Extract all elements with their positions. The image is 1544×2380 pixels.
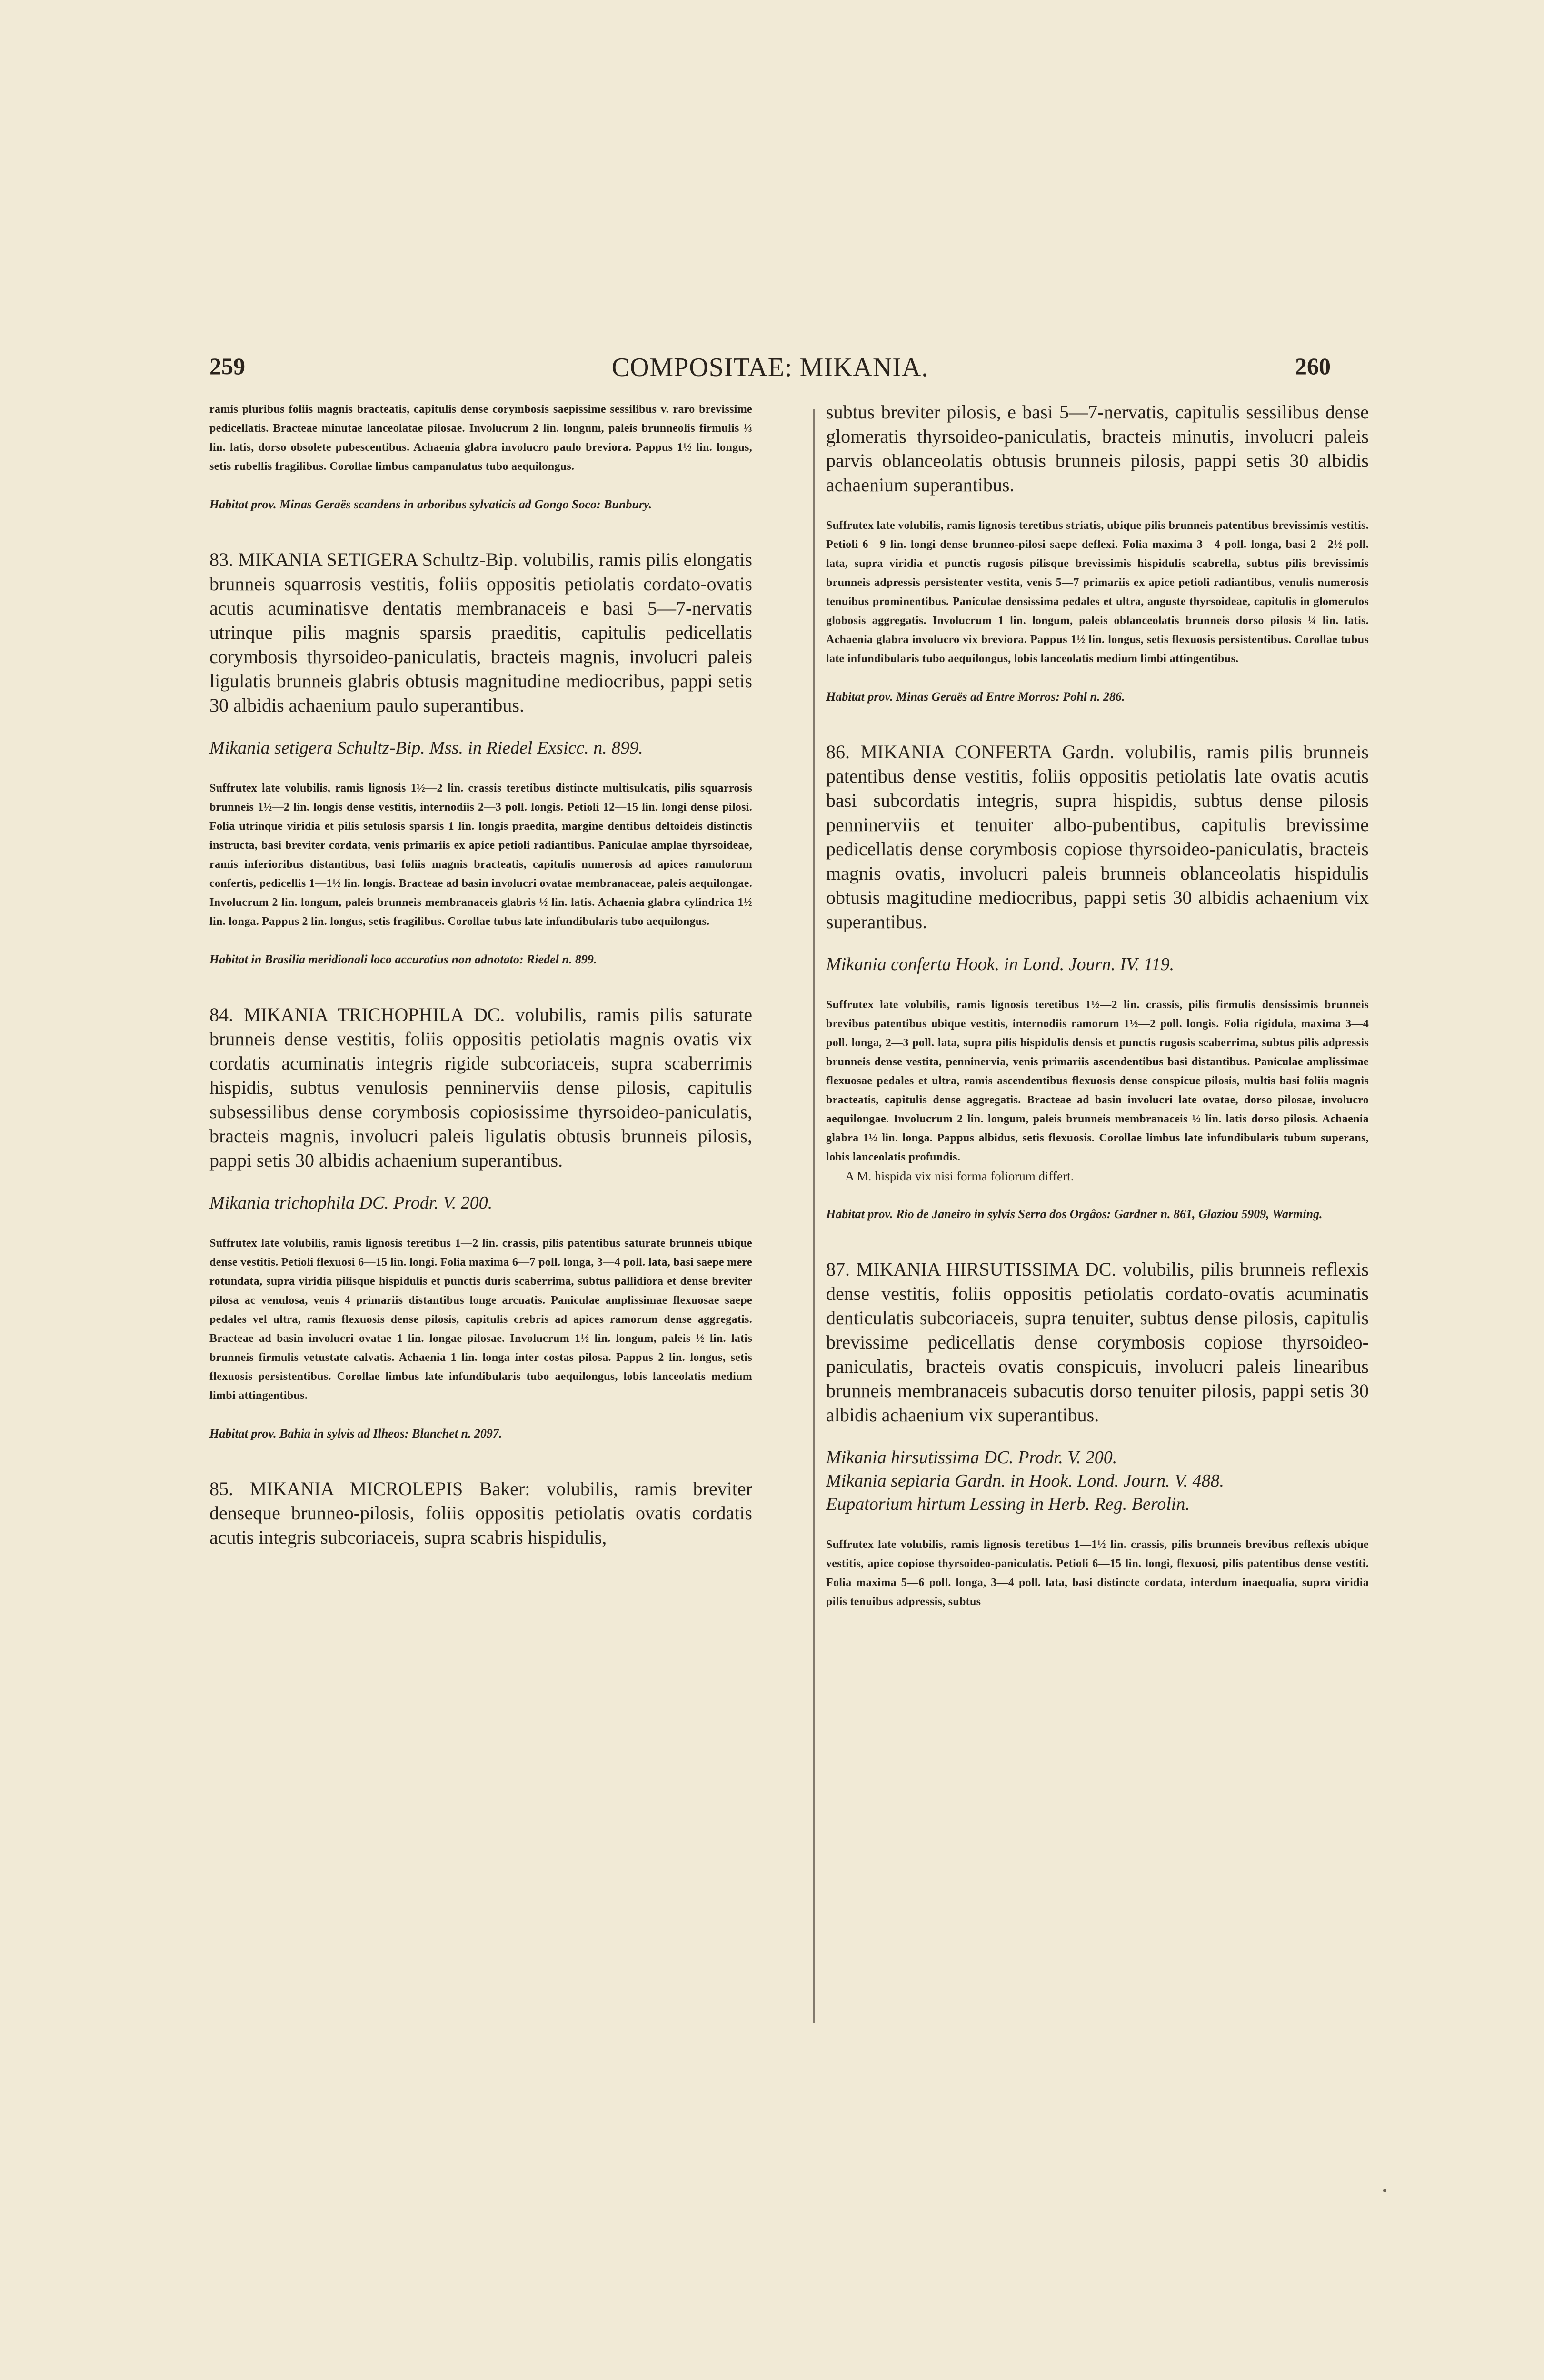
species-description: Suffrutex late volubilis, ramis lignosis teretibus 1½—2 lin. crassis, pilis firmulis densissimis brunneis brevibus patentibus ubique vestitis, internodiis ramorum 1½—2 poll. longis. Folia rigidula, maxima 3—4 poll. longa, 2—3 poll. lata, supra pilis hispidulis densis et punctis rugosis scaberrima, subtus pilis adpressis brunneis dense vestita, penninervia, venis primariis ascendentibus basi distantibus. Paniculae amplissimae flexuosae pedales et ultra, ramis ascendentibus flexuosis dense conspicue pilosis, multis basi foliis magnis bracteatis, capitulis dense aggregatis. Bracteae ad basin involucri late ovatae, dorso pilosae, involucro aequilongae. Involucrum 2 lin. longum, paleis brunneis membranaceis ½ lin. latis dorso pilosis. Achaenia glabra 1½ lin. longa. Pappus albidus, setis flexuosis. Corollae limbus late infundibularis tubum superans, lobis lanceolatis profundis. <box>826 999 1369 1163</box>
page-number-left: 259 <box>209 353 245 379</box>
synonym: Mikania sepiaria Gardn. in Hook. Lond. Journ. V. 488. <box>826 1471 1224 1491</box>
synonym: Mikania hirsutissima DC. Prodr. V. 200. <box>826 1448 1117 1468</box>
species-diagnosis: 85. MIKANIA MICROLEPIS Baker: volubilis, ramis breviter denseque brunneo-pilosis, foliis oppositis petiolatis ovatis cordatis acutis integris subcoriaceis, supra scabris hispidulis, <box>209 1478 752 1548</box>
right-column <box>826 400 1369 1611</box>
habitat-note: Habitat in Brasilia meridionali loco accuratius non adnotato: Riedel n. 899. <box>209 952 597 966</box>
running-title: COMPOSITAE: MIKANIA. <box>611 353 929 382</box>
species-diagnosis: subtus breviter pilosis, e basi 5—7-nervatis, capitulis sessilibus dense glomeratis thyrsoideo-paniculatis, bracteis minutis, involucri paleis parvis oblanceolatis obtusis brunneis pilosis, pappi setis 30 albidis achaenium superantibus. <box>826 401 1369 496</box>
running-header <box>209 352 1331 386</box>
habitat-note: Habitat prov. Minas Geraës ad Entre Morros: Pohl n. 286. <box>826 690 1125 704</box>
species-description: ramis pluribus foliis magnis bracteatis, capitulis dense corymbosis saepissime sessilibus v. raro brevissime pedicellatis. Bracteae minutae lanceolatae pilosae. Involucrum 2 lin. longum, paleis brunneolis firmulis ⅓ lin. latis, dorso obsolete pubescentibus. Achaenia glabra involucro paulo breviora. Pappus 1½ lin. longus, setis rubellis fragilibus. Corollae limbus campanulatus tubo aequilongus. <box>209 403 752 473</box>
species-diagnosis: 86. MIKANIA CONFERTA Gardn. volubilis, ramis pilis brunneis patentibus dense vestitis, foliis oppositis petiolatis late ovatis acutis basi subcordatis integris, supra hispidis, subtus dense pilosis penninerviis et tenuiter albo-pubentibus, capitulis brevissime pedicellatis dense corymbosis copiose thyrsoideo-paniculatis, bracteis magnis ovatis, involucri paleis brunneis oblanceolatis hispidulis obtusis magitudine mediocribus, pappi setis 30 albidis achaenium vix superantibus. <box>826 741 1369 932</box>
left-column <box>209 400 752 1549</box>
habitat-note: Habitat prov. Bahia in sylvis ad Ilheos: Blanchet n. 2097. <box>209 1427 502 1440</box>
habitat-note: Habitat prov. Minas Geraës scandens in arboribus sylvaticis ad Gongo Soco: Bunbury. <box>209 497 652 511</box>
species-diagnosis: 84. MIKANIA TRICHOPHILA DC. volubilis, ramis pilis saturate brunneis dense vestitis, foliis oppositis petiolatis magnis ovatis vix cordatis acuminatis integris rigide subcoriaceis, supra scaberrimis hispidis, subtus venulosis penninerviis dense pilosis, capitulis subsessilibus dense corymbosis copiosissime thyrsoideo-paniculatis, bracteis magnis, involucri paleis ligulatis obtusis brunneis pilosis, pappi setis 30 albidis achaenium superantibus. <box>209 1004 752 1171</box>
synonym: Eupatorium hirtum Lessing in Herb. Reg. Berolin. <box>826 1494 1190 1514</box>
species-description: Suffrutex late volubilis, ramis lignosis 1½—2 lin. crassis teretibus distincte multisulcatis, pilis squarrosis brunneis 1½—2 lin. longis dense vestitis, internodiis 2—3 poll. longis. Petioli 12—15 lin. longi dense pilosi. Folia utrinque viridia et pilis setulosis sparsis 1 lin. longis praedita, margine dentibus deltoideis distinctis instructa, basi breviter cordata, venis primariis ex apice petioli radiantibus. Paniculae amplae thyrsoideae, ramis inferioribus distantibus, basi foliis magnis bracteatis, capitulis numerosis ad apices ramulorum confertis, pedicellis 1—1½ lin. longis. Bracteae ad basin involucri ovatae membranaceae, paleis aequilongae. Involucrum 2 lin. longum, paleis brunneis membranaceis glabris ½ lin. latis. Achaenia glabra cylindrica 1½ lin. longa. Pappus 2 lin. longus, setis fragilibus. Corollae tubus late infundibularis tubo aequilongus. <box>209 782 752 928</box>
species-diagnosis: 83. MIKANIA SETIGERA Schultz-Bip. volubilis, ramis pilis elongatis brunneis squarrosis vestitis, foliis oppositis petiolatis cordato-ovatis acutis acuminatisve dentatis membranaceis e basi 5—7-nervatis utrinque pilis magnis sparsis praeditis, capitulis pedicellatis corymbosis thyrsoideo-paniculatis, bracteis magnis, involucri paleis ligulatis brunneis glabris obtusis magnitudine mediocribus, pappi setis 30 albidis achaenium paulo superantibus. <box>209 549 752 716</box>
species-description: Suffrutex late volubilis, ramis lignosis teretibus 1—2 lin. crassis, pilis patentibus saturate brunneis ubique dense vestitis. Petioli flexuosi 6—15 lin. longi. Folia maxima 6—7 poll. longa, 3—4 poll. lata, basi saepe mere rotundata, supra viridia pilisque hispidulis et punctis duris scaberrima, subtus pallidiora et dense breviter pilosa ac venulosa, venis 4 primariis distantibus longe arcuatis. Paniculae amplissimae flexuosae saepe pedales vel ultra, ramis flexuosis dense pilosis, capitulis crebris ad apices ramorum dense aggregatis. Bracteae ad basin involucri ovatae 1 lin. longae pilosae. Involucrum 1½ lin. longum, paleis ½ lin. latis brunneis firmulis vetustate calvatis. Achaenia 1 lin. longa inter costas pilosa. Pappus 2 lin. longus, setis flexuosis persistentibus. Corollae limbus late infundibularis tubo aequilongus, lobis lanceolatis medium limbi attingentibus. <box>209 1237 752 1402</box>
column-divider <box>813 409 815 2023</box>
synonym: Mikania conferta Hook. in Lond. Journ. IV. 119. <box>826 954 1175 974</box>
synonym: Mikania setigera Schultz-Bip. Mss. in Riedel Exsicc. n. 899. <box>209 738 643 758</box>
species-description: Suffrutex late volubilis, ramis lignosis teretibus 1—1½ lin. crassis, pilis brunneis brevibus reflexis ubique vestitis, apice copiose thyrsoideo-paniculatis. Petioli 6—15 lin. longi, flexuosi, pilis patentibus dense vestiti. Folia maxima 5—6 poll. longa, 3—4 poll. lata, basi distincte cordata, interdum inaequalia, supra viridia pilis tenuibus adpressis, subtus <box>826 1538 1369 1608</box>
page-number-right: 260 <box>1295 353 1331 379</box>
page-mark <box>1383 2189 1386 2192</box>
synonym: Mikania trichophila DC. Prodr. V. 200. <box>209 1193 493 1213</box>
species-diagnosis: 87. MIKANIA HIRSUTISSIMA DC. volubilis, pilis brunneis reflexis dense vestitis, foliis oppositis petiolatis cordato-ovatis acuminatis denticulatis subcoriaceis, supra tenuiter, subtus dense pilosis, capitulis brevissime pedicellatis dense corymbosis copiose thyrsoideo-paniculatis, bracteis ovatis conspicuis, involucri paleis linearibus brunneis membranaceis subacutis dorso tenuiter pilosis, pappi setis 30 albidis achaenium vix superantibus. <box>826 1259 1369 1426</box>
habitat-note: Habitat prov. Rio de Janeiro in sylvis Serra dos Orgâos: Gardner n. 861, Glaziou 5909, Warming. <box>826 1207 1323 1221</box>
comparison-note: A M. hispida vix nisi forma foliorum differt. <box>845 1169 1074 1183</box>
species-description: Suffrutex late volubilis, ramis lignosis teretibus striatis, ubique pilis brunneis patentibus brevissimis vestitis. Petioli 6—9 lin. longi dense brunneo-pilosi saepe deflexi. Folia maxima 3—4 poll. longa, basi 2—2½ poll. lata, supra viridia et punctis rugosis pilisque brevissimis hispidulis scabrella, subtus pilis brevissimis brunneis adpressis persistenter vestita, venis 5—7 primariis ex apice petioli radiantibus, venulis numerosis tenuibus prominentibus. Paniculae densissima pedales et ultra, anguste thyrsoideae, capitulis in glomerulos globosis aggregatis. Involucrum 1 lin. longum, paleis oblanceolatis brunneis dorso pilosis ¼ lin. latis. Achaenia glabra involucro vix breviora. Pappus 1½ lin. longus, setis flexuosis persistentibus. Corollae tubus late infundibularis tubo aequilongus, lobis lanceolatis medium limbi attingentibus. <box>826 519 1369 665</box>
